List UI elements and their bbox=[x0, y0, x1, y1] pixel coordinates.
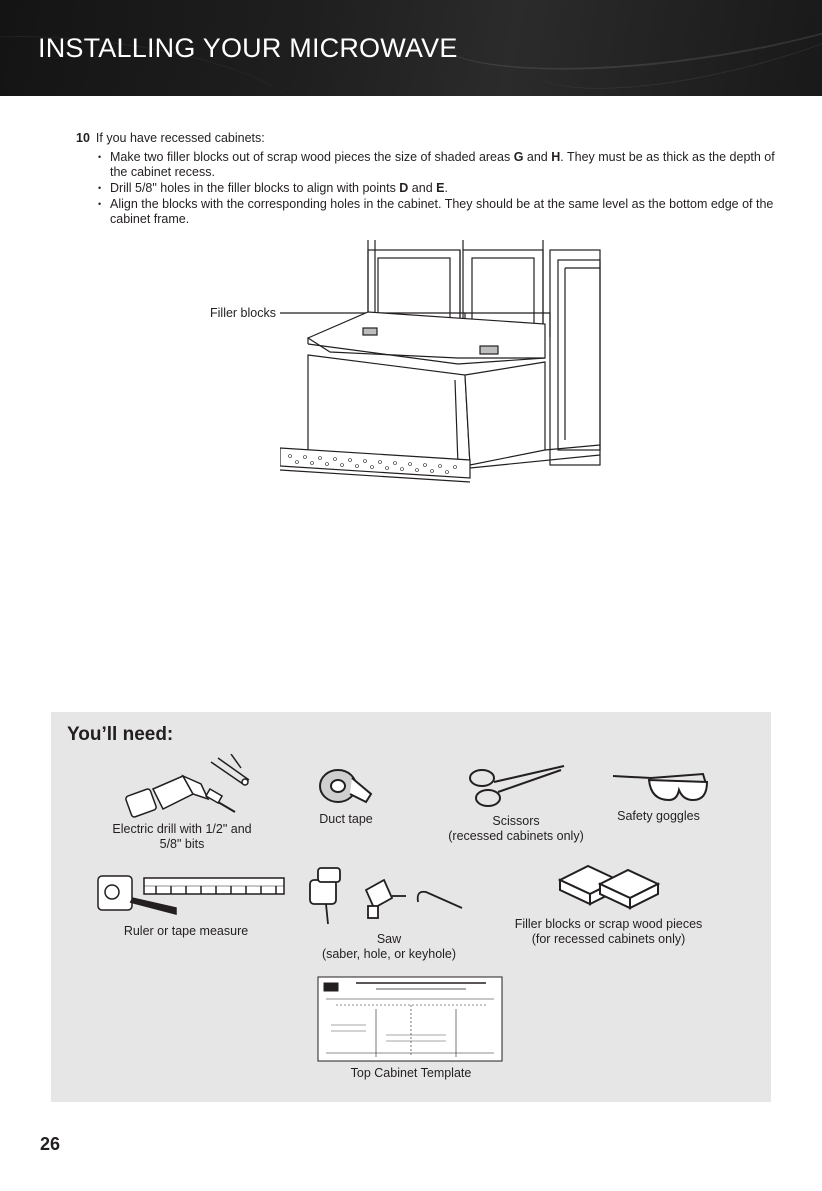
template-icon bbox=[316, 975, 504, 1063]
bullet-text: and bbox=[408, 181, 437, 195]
tools-needed-panel bbox=[51, 712, 771, 1102]
bullet-text: . They must be as thick as the depth of the cabinet recess. bbox=[110, 150, 775, 179]
filler-block bbox=[480, 346, 498, 354]
bullet-bold: E bbox=[436, 181, 445, 195]
bullet-bold: H bbox=[551, 150, 561, 164]
scissors-label bbox=[436, 814, 596, 844]
saw-name: Saw bbox=[376, 932, 402, 946]
bullet-bold: G bbox=[513, 150, 524, 164]
tape-measure-icon bbox=[96, 872, 286, 918]
filler-blocks-label bbox=[501, 917, 716, 947]
bullet-text: and bbox=[523, 150, 552, 164]
drill-icon bbox=[123, 754, 253, 824]
step-intro-text: If you have recessed cabinets: bbox=[95, 131, 265, 145]
filler-blocks-callout: Filler blocks bbox=[210, 306, 276, 320]
cabinet-illustration bbox=[280, 240, 605, 495]
saw-label bbox=[309, 932, 469, 962]
bullet-bold: D bbox=[399, 181, 409, 195]
microwave-body bbox=[308, 355, 470, 465]
drill-label: Electric drill with 1/2" and 5/8" bits bbox=[112, 822, 252, 851]
safety-goggles-icon bbox=[611, 770, 711, 806]
template-label: Top Cabinet Template bbox=[350, 1066, 472, 1080]
page-number: 26 bbox=[40, 1134, 61, 1154]
filler-block bbox=[363, 328, 377, 335]
bullet-item bbox=[98, 197, 776, 227]
tools-heading: You’ll need: bbox=[67, 724, 174, 745]
duct-tape-label: Duct tape bbox=[319, 812, 373, 826]
filler-blocks-icon bbox=[556, 862, 666, 912]
bullet-text: Make two filler blocks out of scrap wood pieces the size of shaded areas bbox=[110, 150, 514, 164]
duct-tape-icon bbox=[316, 764, 376, 814]
bullet-text: Drill 5/8" holes in the filler blocks to align with points bbox=[110, 181, 400, 195]
scissors-icon bbox=[466, 762, 566, 812]
ruler-label: Ruler or tape measure bbox=[123, 924, 249, 938]
safety-goggles-label: Safety goggles bbox=[617, 809, 700, 823]
step-intro bbox=[76, 131, 776, 146]
header-banner bbox=[0, 0, 822, 96]
scissors-name: Scissors bbox=[492, 814, 540, 828]
page-title: INSTALLING YOUR MICROWAVE bbox=[38, 33, 458, 63]
bullet-item bbox=[98, 150, 776, 180]
scissors-note: (recessed cabinets only) bbox=[448, 829, 584, 843]
bullet-text: . bbox=[444, 181, 448, 195]
bullet-text: Align the blocks with the corresponding holes in the cabinet. They should be at the same level as the bottom edge of the cabinet frame. bbox=[110, 197, 774, 226]
step-number: 10 bbox=[76, 131, 90, 145]
filler-blocks-note: (for recessed cabinets only) bbox=[531, 932, 686, 946]
bullet-item bbox=[98, 181, 776, 196]
step-10-instructions bbox=[76, 131, 776, 228]
saw-note: (saber, hole, or keyhole) bbox=[321, 947, 457, 961]
step-bullet-list bbox=[98, 150, 776, 227]
saw-icon bbox=[306, 862, 466, 932]
filler-blocks-name: Filler blocks or scrap wood pieces bbox=[514, 917, 703, 931]
